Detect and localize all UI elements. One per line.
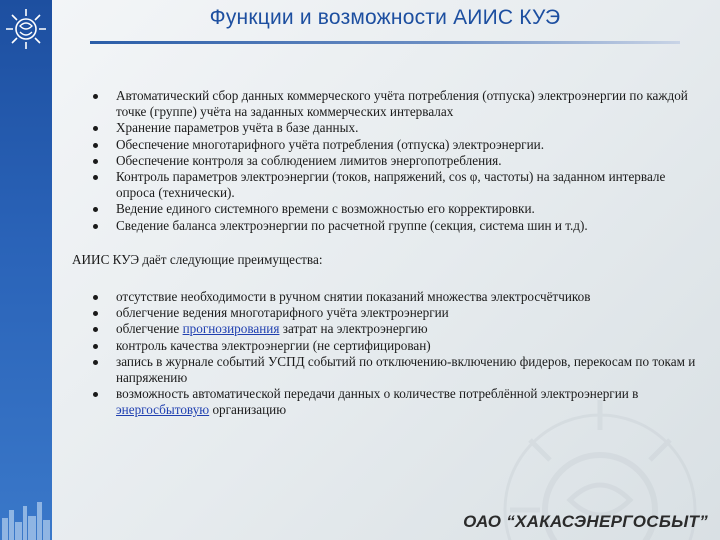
page-title: Функции и возможности АИИС КУЭ bbox=[209, 6, 561, 29]
list-item-text: запись в журнале событий УСПД событий по отключению-включению фидеров, перекосам по токам и напряжению bbox=[116, 353, 696, 386]
advantages-list bbox=[66, 289, 706, 419]
list-item-text: Обеспечение контроля за соблюдением лимитов энергопотребления. bbox=[116, 152, 502, 168]
energy-sales-link[interactable]: энергосбытовую bbox=[116, 402, 210, 418]
list-item bbox=[66, 289, 706, 305]
bullet-icon bbox=[93, 126, 98, 131]
company-logo-icon bbox=[3, 6, 49, 52]
list-item bbox=[66, 88, 706, 120]
list-item bbox=[66, 338, 706, 354]
list-item bbox=[66, 305, 706, 321]
list-item bbox=[66, 354, 706, 386]
list-item bbox=[66, 137, 706, 153]
city-skyline-icon bbox=[0, 480, 52, 540]
list-item-text: организацию bbox=[209, 402, 287, 418]
bullet-icon bbox=[93, 327, 98, 332]
list-item bbox=[66, 386, 706, 418]
bullet-icon bbox=[93, 344, 98, 349]
bullet-icon bbox=[93, 175, 98, 180]
list-item-text: возможность автоматической передачи данных о количестве потреблённой электроэнергии в bbox=[116, 386, 639, 402]
slide-content bbox=[66, 88, 706, 419]
list-item-text: облегчение bbox=[116, 321, 183, 337]
list-item bbox=[66, 120, 706, 136]
title-divider bbox=[90, 41, 680, 44]
list-item-text: Автоматический сбор данных коммерческого учёта потребления (отпуска) электроэнергии по каждой точке (группе) учёта на заданных коммерческих интервалах bbox=[116, 88, 688, 120]
list-item-text: облегчение ведения многотарифного учёта электроэнергии bbox=[116, 305, 449, 321]
advantages-heading: АИИС КУЭ даёт следующие преимущества: bbox=[72, 251, 323, 267]
bullet-icon bbox=[93, 224, 98, 229]
list-item-text: Контроль параметров электроэнергии (токов, напряжений, cos φ, частоты) на заданном интервале опроса (технически). bbox=[116, 169, 666, 201]
list-item-text: контроль качества электроэнергии (не сертифицирован) bbox=[116, 337, 431, 353]
list-item bbox=[66, 169, 706, 201]
list-item-text: Обеспечение многотарифного учёта потребления (отпуска) электроэнергии. bbox=[116, 136, 544, 152]
list-item bbox=[66, 218, 706, 234]
bullet-icon bbox=[93, 94, 98, 99]
bullet-icon bbox=[93, 159, 98, 164]
bullet-icon bbox=[93, 311, 98, 316]
list-item-text: Ведение единого системного времени с возможностью его корректировки. bbox=[116, 201, 535, 217]
list-item-text: затрат на электроэнергию bbox=[279, 321, 428, 337]
list-item-text: отсутствие необходимости в ручном снятии показаний множества электросчётчиков bbox=[116, 289, 591, 305]
bullet-icon bbox=[93, 392, 98, 397]
list-item bbox=[66, 321, 706, 337]
list-item bbox=[66, 153, 706, 169]
forecasting-link[interactable]: прогнозирования bbox=[182, 321, 280, 337]
functions-list bbox=[66, 88, 706, 234]
list-item-text: Хранение параметров учёта в базе данных. bbox=[116, 120, 359, 136]
bullet-icon bbox=[93, 143, 98, 148]
company-name: ОАО “ХАКАСЭНЕРГОСБЫТ” bbox=[463, 512, 708, 531]
bullet-icon bbox=[93, 207, 98, 212]
bullet-icon bbox=[93, 360, 98, 365]
list-item-text: Сведение баланса электроэнергии по расчетной группе (секция, система шин и т.д). bbox=[116, 217, 588, 233]
list-item bbox=[66, 201, 706, 217]
bullet-icon bbox=[93, 295, 98, 300]
left-brand-bar bbox=[0, 0, 52, 540]
